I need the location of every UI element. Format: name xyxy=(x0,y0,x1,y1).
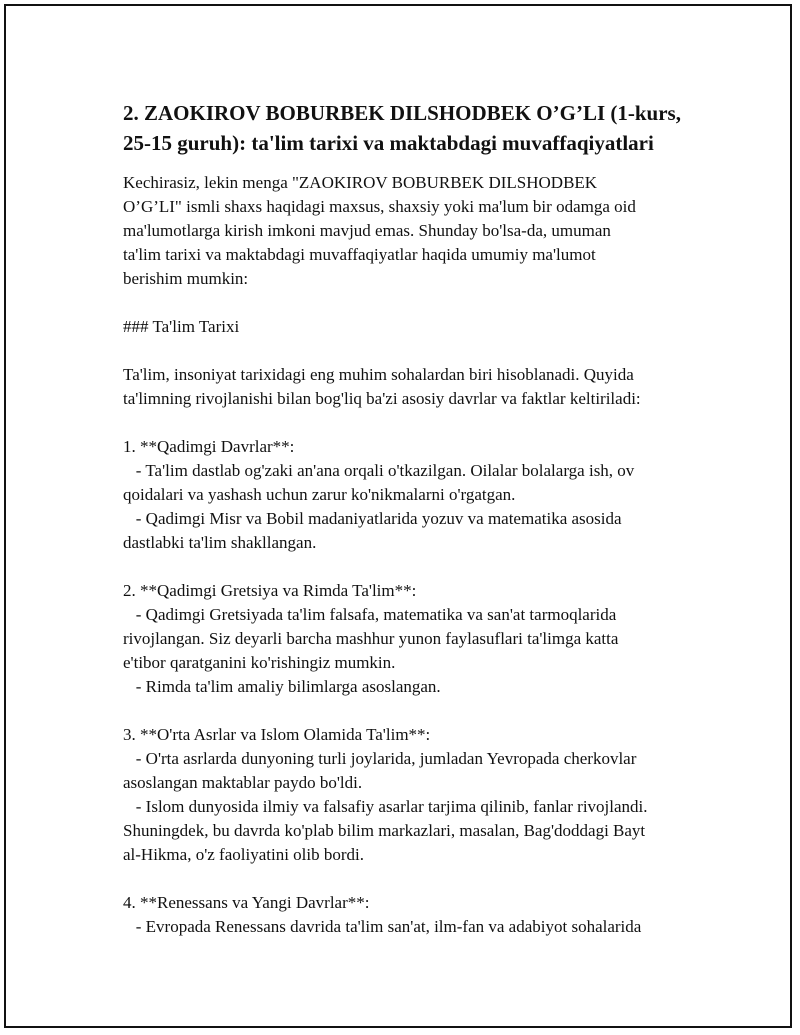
document-title: 2. ZAOKIROV BOBURBEK DILSHODBEK O’G’LI (1-kurs, 25-15 guruh): ta'lim tarixi va maktabdagi muvaffaqiyatlari xyxy=(123,101,681,155)
document-page xyxy=(4,4,792,1028)
document-body: Kechirasiz, lekin menga "ZAOKIROV BOBURBEK DILSHODBEK O’G’LI" ismli shaxs haqidagi maxsus, shaxsiy yoki ma'lum bir odamga oid ma'lumotlarga kirish imkoni mavjud emas. Shunday bo'lsa-da, umuman ta'lim tarixi va maktabdagi muvaffaqiyatlar haqida umumiy ma'lumot berishim mumkin: ### Ta'lim Tarixi Ta'lim, insoniyat tarixidagi eng muhim sohalardan biri hisoblanadi. Quyida ta'limning rivojlanishi bilan bog'liq ba'zi asosiy davrlar va faktlar keltiriladi: 1. **Qadimgi Davrlar**: - Ta'lim dastlab og'zaki an'ana orqali o'tkazilgan. Oilalar bolalarga ish, ov qoidalari va yashash uchun zarur ko'nikmalarni o'rgatgan. - Qadimgi Misr va Bobil madaniyatlarida yozuv va matematika asosida dastlabki ta'lim shakllangan. 2. **Qadimgi Gretsiya va Rimda Ta'lim**: - Qadimgi Gretsiyada ta'lim falsafa, matematika va san'at tarmoqlarida rivojlangan. Siz deyarli barcha mashhur yunon faylasuflari ta'limga katta e'tibor qaratganini ko'rishingiz mumkin. - Rimda ta'lim amaliy bilimlarga asoslangan. 3. **O'rta Asrlar va Islom Olamida Ta'lim**: - O'rta asrlarda dunyoning turli joylarida, jumladan Yevropada cherkovlar asoslangan maktablar paydo bo'ldi. - Islom dunyosida ilmiy va falsafiy asarlar tarjima qilinib, fanlar rivojlandi. Shuningdek, bu davrda ko'plab bilim markazlari, masalan, Bag'doddagi Bayt al-Hikma, o'z faoliyatini olib bordi. 4. **Renessans va Yangi Davrlar**: - Evropada Renessans davrida ta'lim san'at, ilm-fan va adabiyot sohalarida xyxy=(123,173,648,936)
document-content xyxy=(123,98,703,939)
